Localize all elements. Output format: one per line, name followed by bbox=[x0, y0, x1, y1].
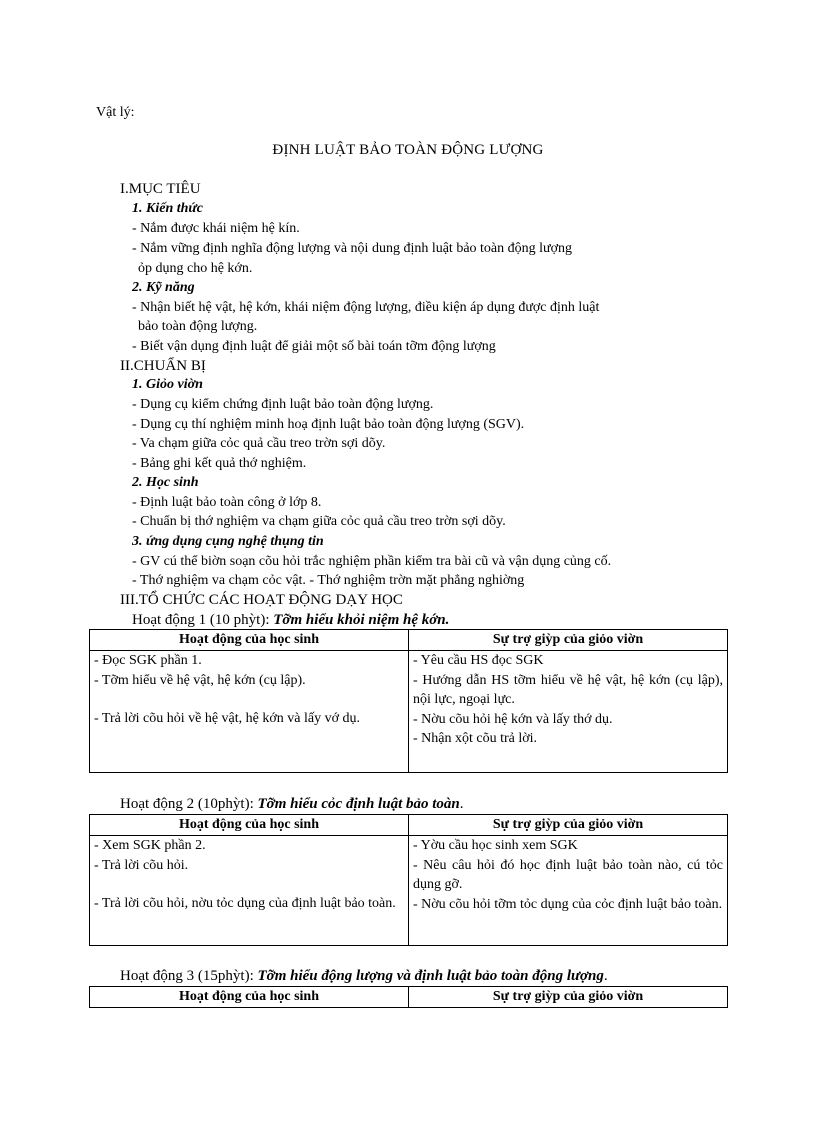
cell-line: - Xem SGK phần 2. bbox=[94, 838, 206, 853]
teacher-prep-line: - Dụng cụ thí nghiệm minh hoạ định luật bảo toàn động lượng (SGV). bbox=[132, 417, 525, 432]
skills-line: - Nhận biết hệ vật, hệ kớn, khái niệm động lượng, điều kiện áp dụng được định luật bbox=[132, 300, 600, 315]
subheading-teacher: 1. Giỏo viờn bbox=[132, 377, 203, 392]
subheading-student: 2. Học sinh bbox=[132, 475, 199, 490]
subheading-knowledge: 1. Kiến thức bbox=[132, 201, 204, 216]
subject-label: Vật lý: bbox=[96, 105, 135, 120]
activity-title: Tỡm hiểu cỏc định luật bảo toàn bbox=[257, 796, 460, 812]
cell-line: - Nờu cõu hỏi tỡm tỏc dụng của cỏc định luật bảo toàn. bbox=[413, 896, 723, 912]
cell-line: - Nêu câu hỏi đó học định luật bảo toàn nào, cú tỏc dụng gỡ. bbox=[413, 857, 723, 892]
activity-table bbox=[89, 629, 728, 773]
column-header-student: Hoạt động của học sinh bbox=[90, 630, 409, 651]
activity-label: Hoạt động 1 bbox=[132, 612, 207, 628]
section-heading-objectives: I.MỤC TIÊU bbox=[120, 181, 201, 197]
cell-line: - Trả lời cõu hỏi về hệ vật, hệ kớn và lấy vớ dụ. bbox=[94, 711, 360, 726]
column-header-student: Hoạt động của học sinh bbox=[90, 815, 409, 836]
cell-line: - Yêu cầu HS đọc SGK bbox=[413, 653, 544, 668]
column-header-teacher: Sự trợ giỳp của giỏo viờn bbox=[409, 987, 728, 1008]
column-header-teacher: Sự trợ giỳp của giỏo viờn bbox=[409, 630, 728, 651]
section-heading-activities: III.TỔ CHỨC CÁC HOẠT ĐỘNG DẠY HỌC bbox=[120, 592, 403, 608]
skills-line: bảo toàn động lượng. bbox=[138, 319, 258, 334]
cell-line: - Yờu cầu học sinh xem SGK bbox=[413, 838, 578, 853]
student-cell bbox=[90, 836, 409, 946]
cell-line bbox=[94, 875, 404, 894]
teacher-cell bbox=[409, 651, 728, 773]
it-line: - Thớ nghiệm va chạm cỏc vật. - Thớ nghiệm trờn mặt phẳng nghiờng bbox=[132, 573, 525, 588]
knowledge-line: - Nắm được khái niệm hệ kín. bbox=[132, 221, 300, 236]
activity-heading bbox=[132, 611, 449, 629]
teacher-prep-line: - Va chạm giữa cỏc quả cầu treo trờn sợi dõy. bbox=[132, 436, 386, 451]
student-cell bbox=[90, 651, 409, 773]
it-line: - GV cú thể biờn soạn cõu hỏi trắc nghiệm phần kiểm tra bài cũ và vận dụng củng cố. bbox=[132, 554, 612, 569]
activity-label: Hoạt động 2 bbox=[120, 796, 195, 812]
column-header-teacher: Sự trợ giỳp của giỏo viờn bbox=[409, 815, 728, 836]
activity-table bbox=[89, 986, 728, 1008]
activity-title: Tỡm hiểu khỏi niệm hệ kớn. bbox=[273, 612, 450, 628]
activity-time: (15phỳt): bbox=[194, 968, 254, 984]
activity-heading: Hoạt động 2 (10phỳt): Tỡm hiểu cỏc định luật bảo toàn. bbox=[120, 796, 464, 812]
cell-line: - Nờu cõu hỏi hệ kớn và lấy thớ dụ. bbox=[413, 711, 613, 727]
knowledge-line: - Nắm vững định nghĩa động lượng và nội dung định luật bảo toàn động lượng bbox=[132, 241, 573, 256]
knowledge-line: ỏp dụng cho hệ kớn. bbox=[138, 261, 253, 276]
student-prep-line: - Định luật bảo toàn công ở lớp 8. bbox=[132, 495, 322, 510]
student-prep-line: - Chuẩn bị thớ nghiệm va chạm giữa cỏc quả cầu treo trờn sợi dõy. bbox=[132, 514, 506, 529]
cell-line: - Nhận xột cõu trả lời. bbox=[413, 731, 538, 746]
activity-time: (10 phỳt): bbox=[206, 612, 270, 628]
activity-table bbox=[89, 814, 728, 946]
cell-line: - Tỡm hiểu về hệ vật, hệ kớn (cụ lập). bbox=[94, 672, 306, 688]
teacher-cell bbox=[409, 836, 728, 946]
cell-line: - Đọc SGK phần 1. bbox=[94, 653, 202, 668]
cell-line: - Trả lời cõu hỏi. bbox=[94, 857, 189, 873]
activity-label: Hoạt động 3 bbox=[120, 968, 195, 984]
activity-heading: Hoạt động 3 (15phỳt): Tỡm hiểu động lượng và định luật bảo toàn động lượng. bbox=[120, 968, 608, 984]
section-heading-preparation: II.CHUẨN BỊ bbox=[120, 358, 206, 374]
cell-line: - Trả lời cõu hỏi, nờu tỏc dụng của định luật bảo toàn. bbox=[94, 896, 396, 911]
cell-line: - Hướng dẫn HS tỡm hiểu về hệ vật, hệ kớn (cụ lập), nội lực, ngoại lực. bbox=[413, 672, 723, 707]
page-title: ĐỊNH LUẬT BẢO TOÀN ĐỘNG LƯỢNG bbox=[272, 142, 544, 158]
activity-time: (10phỳt): bbox=[194, 796, 254, 812]
skills-line: - Biết vận dụng định luật để giải một số bài toán tỡm động lượng bbox=[132, 339, 496, 354]
column-header-student: Hoạt động của học sinh bbox=[90, 987, 409, 1008]
subheading-it: 3. ứng dụng cụng nghệ thụng tin bbox=[132, 534, 324, 549]
cell-line bbox=[94, 690, 404, 709]
subheading-skills: 2. Kỹ năng bbox=[132, 280, 195, 295]
teacher-prep-line: - Dụng cụ kiểm chứng định luật bảo toàn động lượng. bbox=[132, 397, 434, 412]
teacher-prep-line: - Bảng ghi kết quả thớ nghiệm. bbox=[132, 456, 307, 471]
activity-title: Tỡm hiểu động lượng và định luật bảo toàn động lượng bbox=[257, 968, 604, 984]
